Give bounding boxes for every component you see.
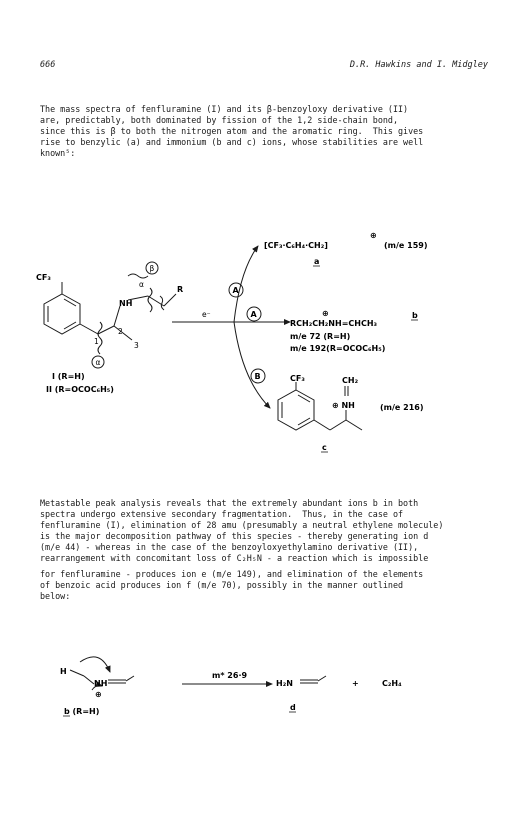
- ion-a-label: a: [314, 257, 320, 266]
- ion-c-nh: ⊕ NH: [332, 401, 355, 410]
- ethylene-label: C₂H₄: [382, 679, 402, 688]
- ion-c-cf3: CF₃: [290, 374, 305, 383]
- text-line: are, predictably, both dominated by fission of the 1,2 side-chain bond,: [40, 115, 398, 125]
- text-line: of benzoic acid produces ion f (m/e 70), possibly in the manner outlined: [40, 580, 404, 590]
- nh-label: NH: [119, 299, 133, 308]
- ion-c-ch2: CH₂: [342, 376, 359, 385]
- product-h2n: H₂N: [276, 679, 293, 688]
- text-line: (m/e 44) - whereas in the case of the benzoyloxyethylamino derivative (II),: [40, 542, 419, 552]
- ion-b-charge: ⊕: [322, 309, 329, 318]
- pathway-B-label: B: [254, 372, 261, 381]
- ion-a-charge: ⊕: [370, 231, 377, 240]
- plus-sign: +: [352, 679, 359, 688]
- text-line: Metastable peak analysis reveals that the extremely abundant ions b in both: [40, 498, 419, 508]
- text-line: spectra undergo extensive secondary fragmentation. Thus, in the case of: [40, 509, 404, 519]
- author-names: D.R. Hawkins and I. Midgley: [349, 60, 488, 70]
- hydrogen-label: H: [60, 667, 67, 676]
- electron-label: e⁻: [202, 310, 211, 319]
- bond-number-3: 3: [134, 341, 139, 350]
- text-line: below:: [40, 591, 71, 601]
- ion-b-mz-R-OCOC6H5: m/e 192(R=OCOC₆H₅): [290, 344, 386, 353]
- bond-number-2: 2: [118, 327, 123, 336]
- text-line: for fenfluramine - produces ion e (m/e 149), and elimination of the elements: [40, 569, 424, 579]
- text-line: fenfluramine (I), elimination of 28 amu (presumably a neutral ethylene molecule): [40, 520, 444, 530]
- nh-label: NH: [94, 679, 108, 688]
- compound-II-label: II (R=OCOC₆H₅): [46, 385, 114, 394]
- text-line: The mass spectra of fenfluramine (I) and its β-benzoyloxy derivative (II): [40, 104, 409, 114]
- text-line: rearrangement with concomitant loss of C₂H₅N - a reaction which is impossible: [40, 553, 429, 563]
- r-label: R: [177, 285, 184, 294]
- compound-I-label: I (R=H): [52, 372, 85, 381]
- beta-circle-label: β: [149, 264, 155, 273]
- nh-charge: ⊕: [95, 690, 102, 699]
- ion-d-label: d: [290, 703, 296, 712]
- text-line: rise to benzylic (a) and immonium (b and c) ions, whose stabilities are well: [40, 137, 424, 147]
- starting-compound-structure: [44, 262, 176, 368]
- text-line: since this is β to both the nitrogen atom and the aromatic ring. This gives: [40, 126, 424, 136]
- ion-b-label: b: [412, 311, 418, 320]
- ion-b-mz-R-H: m/e 72 (R=H): [290, 332, 351, 341]
- alpha-label: α: [139, 280, 144, 289]
- text-line: known⁵:: [40, 148, 76, 158]
- pathway-A-label: A: [250, 310, 257, 319]
- bond-number-1: 1: [94, 337, 99, 346]
- alpha-circle-label: α: [95, 358, 101, 367]
- cf3-label: CF₃: [36, 273, 51, 282]
- second-paragraph: [40, 498, 492, 602]
- reaction-arrows: [172, 246, 290, 408]
- text-line: is the major decomposition pathway of this species - thereby generating ion d: [40, 531, 429, 541]
- ion-c-label: c: [322, 443, 327, 452]
- ion-c-mz: (m/e 216): [380, 403, 424, 412]
- ion-a-formula: [CF₃·C₆H₄·CH₂]: [264, 241, 328, 250]
- pathway-A-label: A: [232, 286, 239, 295]
- ion-a-mz: (m/e 159): [384, 241, 428, 250]
- page-number: 666: [40, 60, 56, 70]
- ion-b-R-H-label: b (R=H): [64, 707, 100, 716]
- metastable-label: m* 26·9: [212, 671, 248, 680]
- ion-b-formula: RCH₂CH₂NH=CHCH₃: [290, 319, 378, 328]
